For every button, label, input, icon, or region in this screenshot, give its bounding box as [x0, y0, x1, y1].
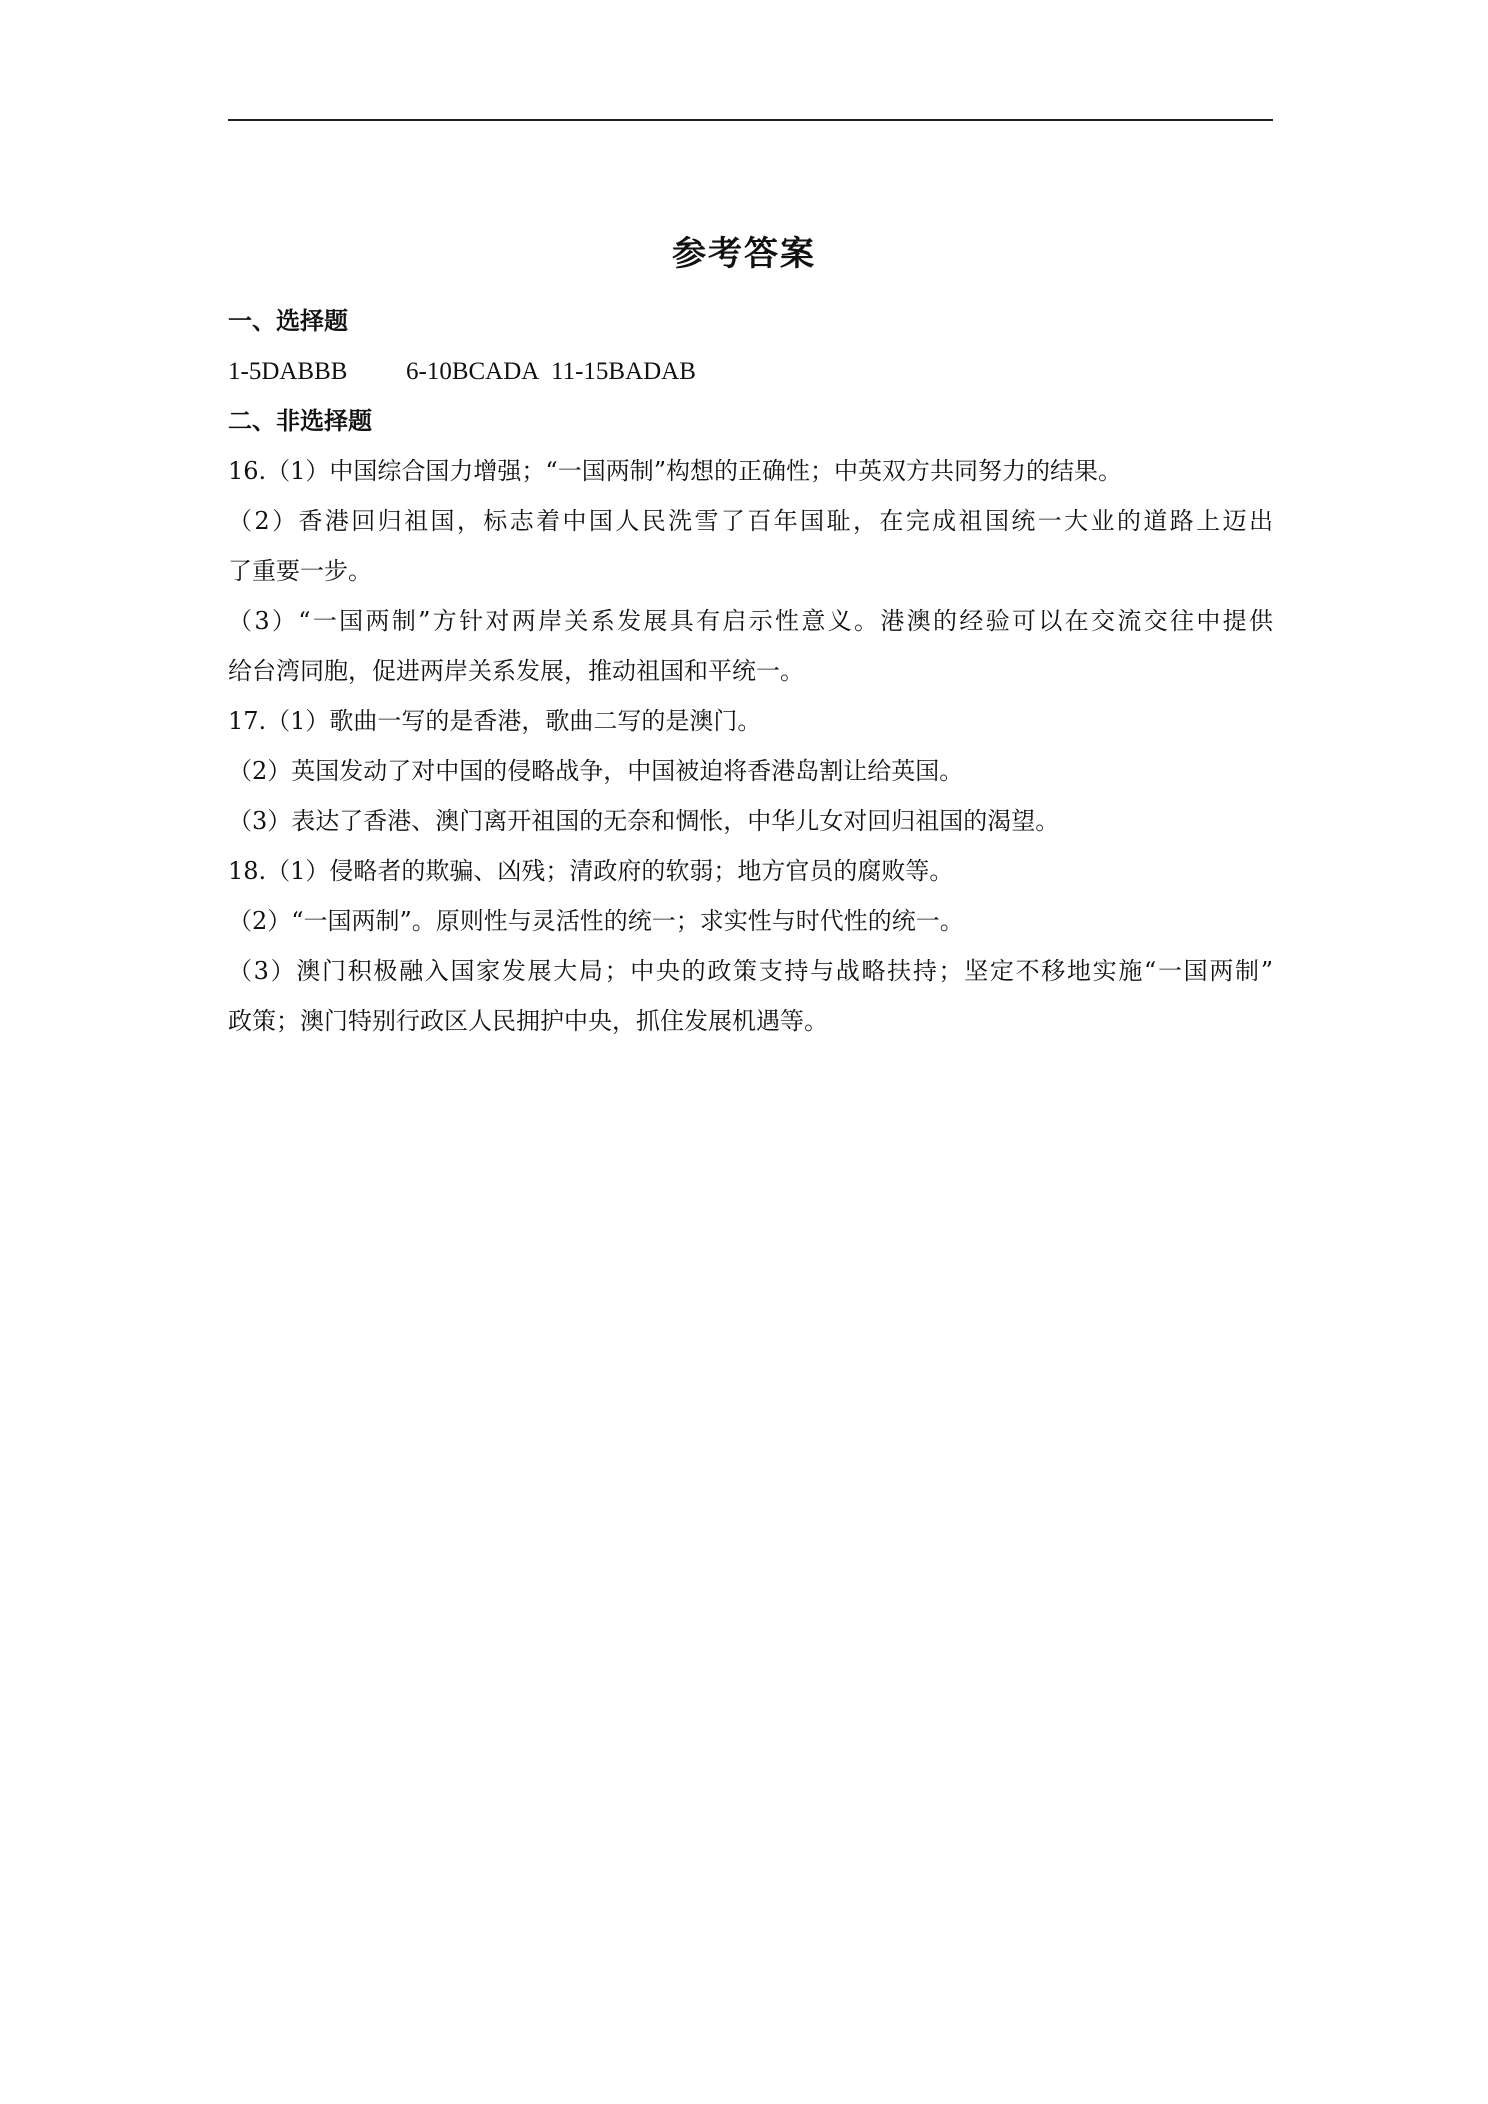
answer-line: 了重要一步。 — [228, 557, 372, 585]
page-title: 参考答案 — [672, 234, 816, 274]
header-rule — [228, 119, 1273, 121]
choice-answer-group-1: 1-5DABBB — [228, 358, 348, 385]
answer-line: （2）“一国两制”。原则性与灵活性的统一；求实性与时代性的统一。 — [228, 907, 964, 935]
answer-line: （2）英国发动了对中国的侵略战争，中国被迫将香港岛割让给英国。 — [228, 757, 964, 785]
section-heading-choice: 一、选择题 — [228, 307, 348, 335]
answer-line: （2）香港回归祖国，标志着中国人民洗雪了百年国耻，在完成祖国统一大业的道路上迈出 — [228, 507, 1273, 535]
answer-line: 政策；澳门特别行政区人民拥护中央，抓住发展机遇等。 — [228, 1007, 828, 1035]
answer-line: （3）澳门积极融入国家发展大局；中央的政策支持与战略扶持；坚定不移地实施“一国两制” — [228, 957, 1273, 985]
answer-line: 17.（1）歌曲一写的是香港，歌曲二写的是澳门。 — [228, 707, 762, 735]
answer-line: （3）“一国两制”方针对两岸关系发展具有启示性意义。港澳的经验可以在交流交往中提供 — [228, 607, 1273, 635]
section-heading-nonchoice: 二、非选择题 — [228, 407, 372, 435]
choice-answer-group-3: 11-15BADAB — [551, 358, 696, 385]
choice-answer-group-2: 6-10BCADA — [406, 358, 540, 385]
answer-line: （3）表达了香港、澳门离开祖国的无奈和惆怅，中华儿女对回归祖国的渴望。 — [228, 807, 1060, 835]
answer-line: 16.（1）中国综合国力增强；“一国两制”构想的正确性；中英双方共同努力的结果。 — [228, 457, 1122, 485]
answer-content — [228, 296, 1273, 1046]
choice-answers — [228, 346, 1273, 396]
answer-line: 18.（1）侵略者的欺骗、凶残；清政府的软弱；地方官员的腐败等。 — [228, 857, 954, 885]
answer-line: 给台湾同胞，促进两岸关系发展，推动祖国和平统一。 — [228, 657, 804, 685]
